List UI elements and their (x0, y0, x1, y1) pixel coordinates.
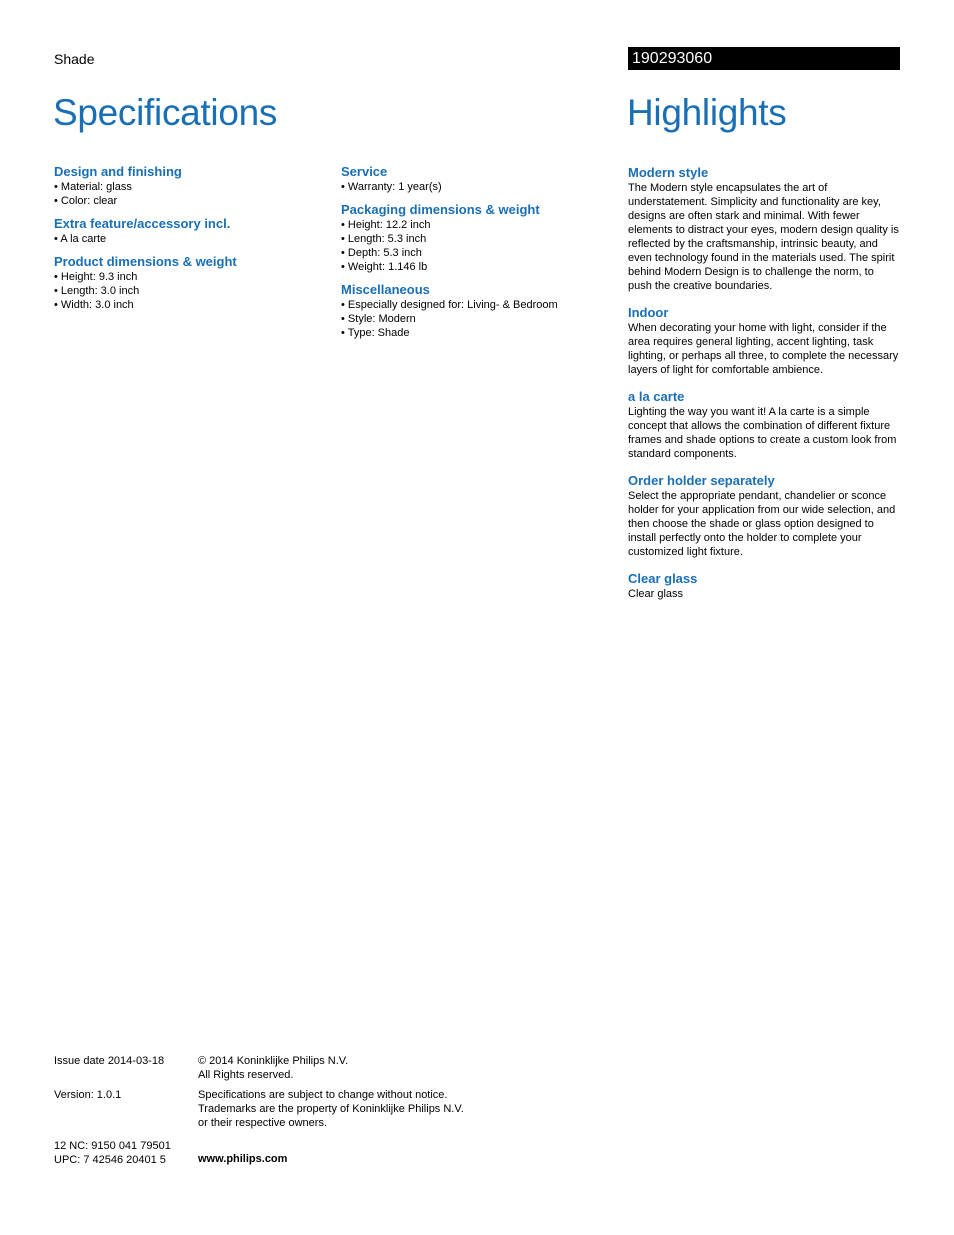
spec-section (341, 202, 611, 274)
highlight-heading: a la carte (628, 389, 685, 404)
spec-item: • Length: 3.0 inch (54, 284, 324, 298)
spec-section (341, 282, 611, 340)
nc-number: 12 NC: 9150 041 79501 (54, 1140, 171, 1152)
highlight-item (628, 571, 900, 601)
spec-section-heading: Service (341, 164, 388, 179)
highlight-item (628, 305, 900, 377)
version: Version: 1.0.1 (54, 1089, 122, 1101)
spec-item: • Height: 9.3 inch (54, 270, 324, 284)
spec-list (54, 180, 324, 208)
spec-list (341, 218, 611, 274)
spec-list (54, 232, 324, 246)
highlight-text: The Modern style encapsulates the art of understatement. Simplicity and functionality are key, designs are often stark and minimal. With fewer elements to distract your eyes, modern design quality is reflected by the craftsmanship, intrinsic beauty, and even technology found in the materials used. The spirit behind Modern Design is to challenge the norm, to push the creative boundaries. (628, 182, 899, 292)
highlight-text: Clear glass (628, 588, 684, 600)
product-type: Shade (54, 51, 95, 67)
specifications-column-2 (341, 164, 611, 348)
spec-section-heading: Design and finishing (54, 164, 182, 179)
spec-section-heading: Packaging dimensions & weight (341, 202, 540, 217)
spec-item: • Height: 12.2 inch (341, 218, 611, 232)
spec-item: • Depth: 5.3 inch (341, 246, 611, 260)
spec-item: • Especially designed for: Living- & Bedroom (341, 298, 611, 312)
spec-item: • Warranty: 1 year(s) (341, 180, 611, 194)
specifications-title: Specifications (53, 92, 278, 133)
spec-section (54, 164, 324, 208)
website-link[interactable]: www.philips.com (198, 1153, 288, 1165)
spec-section-heading: Miscellaneous (341, 282, 430, 297)
spec-item: • Type: Shade (341, 326, 611, 340)
copyright-line-2: All Rights reserved. (198, 1069, 294, 1081)
spec-section (54, 216, 324, 246)
spec-list (341, 180, 611, 194)
spec-section (54, 254, 324, 312)
disclaimer-line-1: Specifications are subject to change without notice. (198, 1089, 448, 1101)
highlight-text: When decorating your home with light, consider if the area requires general lighting, accent lighting, task lighting, or perhaps all three, to complete the necessary layers of light for comfortable ambience. (628, 322, 899, 376)
spec-item: • Length: 5.3 inch (341, 232, 611, 246)
spec-section-heading: Product dimensions & weight (54, 254, 237, 269)
spec-item: • Width: 3.0 inch (54, 298, 324, 312)
highlight-heading: Clear glass (628, 571, 698, 586)
highlight-heading: Order holder separately (628, 473, 775, 488)
spec-section (341, 164, 611, 194)
disclaimer-line-2: Trademarks are the property of Koninklijke Philips N.V. (198, 1103, 464, 1115)
spec-item: • Weight: 1.146 lb (341, 260, 611, 274)
spec-section-heading: Extra feature/accessory incl. (54, 216, 231, 231)
spec-item: • Color: clear (54, 194, 324, 208)
spec-item: • Style: Modern (341, 312, 611, 326)
disclaimer-line-3: or their respective owners. (198, 1117, 327, 1129)
highlight-item (628, 389, 900, 461)
spec-item: • A la carte (54, 232, 324, 246)
upc-number: UPC: 7 42546 20401 5 (54, 1154, 166, 1166)
specifications-column-1 (54, 164, 324, 320)
highlights-column (628, 165, 900, 613)
copyright-line-1: © 2014 Koninklijke Philips N.V. (198, 1055, 349, 1067)
highlights-title: Highlights (627, 92, 787, 133)
highlight-heading: Indoor (628, 305, 669, 320)
highlight-heading: Modern style (628, 165, 709, 180)
product-code-bar: 190293060 (628, 47, 900, 70)
highlight-item (628, 473, 900, 559)
highlight-text: Select the appropriate pendant, chandelier or sconce holder for your application from our wide selection, and then choose the shade or glass option designed to install perfectly onto the holder to complete your customized light fixture. (628, 490, 896, 558)
spec-list (54, 270, 324, 312)
spec-list (341, 298, 611, 340)
highlight-item (628, 165, 900, 293)
spec-item: • Material: glass (54, 180, 324, 194)
issue-date: Issue date 2014-03-18 (54, 1055, 165, 1067)
highlight-text: Lighting the way you want it! A la carte is a simple concept that allows the combination of different fixture frames and shade options to create a custom look from standard components. (628, 406, 897, 460)
